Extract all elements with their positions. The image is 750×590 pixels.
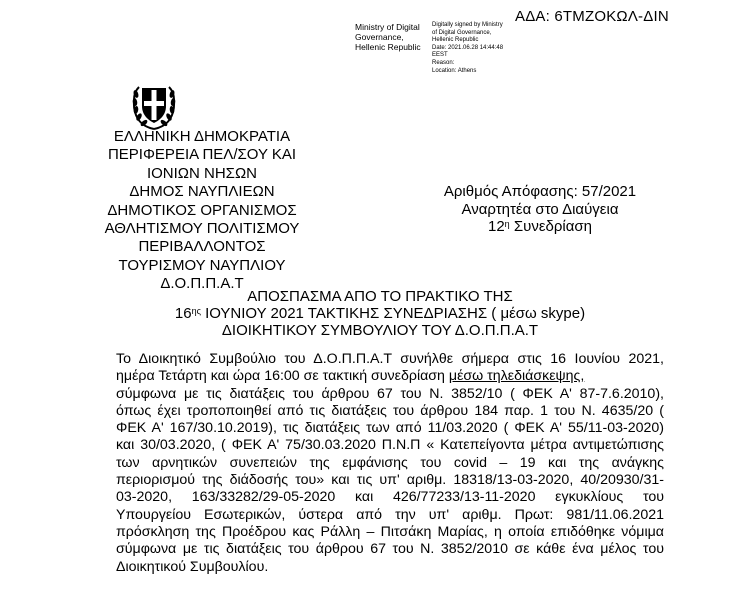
session-ordinal: η [504, 219, 510, 229]
body-text: ημέρα Τετάρτη και ώρα 16:00 σε τακτική συνεδρίαση [116, 368, 449, 385]
signature-detail-line: Reason: [432, 59, 455, 66]
decision-session [440, 218, 640, 236]
org-line: ΙΟΝΙΩΝ ΝΗΣΩΝ [146, 164, 258, 182]
signature-org-line: Governance, [355, 32, 404, 42]
greek-coat-of-arms-icon [131, 82, 177, 132]
org-line: ΔΗΜΟΤΙΚΟΣ ΟΡΓΑΝΙΣΜΟΣ [107, 201, 297, 219]
session-label: Συνεδρίαση [509, 218, 593, 235]
body-line: και 30/03.2020, ( ΦΕΚ Α' 75/30.03.2020 Π.Ν.Π « Κατεπείγοντα μέτρα αντιμετώπισης [116, 437, 664, 454]
signature-org-line: Ministry of Digital [355, 22, 420, 32]
body-line: Διοικητικού Συμβουλίου. [116, 558, 269, 575]
signature-details [432, 22, 542, 75]
body-line: Το Διοικητικό Συμβούλιο του Δ.Ο.Π.Π.Α.Τ συνήλθε σήμερα στις 16 Ιουνίου 2021, [116, 351, 664, 367]
org-line: Δ.Ο.Π.Π.Α.Τ [160, 275, 244, 293]
body-line: όπως έχει τροποποιηθεί από τις διατάξεις του άρθρου 184 παρ. 1 του Ν. 4635/20 ( [116, 402, 664, 419]
body-line: σύμφωνα με τις διατάξεις του άρθρου 67 του Ν. 3852/10 ( ΦΕΚ Α' 87-7.6.2010), [116, 385, 664, 402]
signature-detail-line: of Digital Governance, [432, 29, 492, 36]
session-number: 12 [487, 218, 505, 235]
document-title [130, 288, 630, 339]
org-line: ΠΕΡΙΒΑΛΛΟΝΤΟΣ [138, 238, 266, 256]
org-line: ΕΛΛΗΝΙΚΗ ΔΗΜΟΚΡΑΤΙΑ [113, 128, 291, 145]
signature-detail-line: Location: Athens [432, 67, 477, 74]
body-paragraph [116, 351, 664, 576]
title-line: ΑΠΟΣΠΑΣΜΑ ΑΠΟ ΤΟ ΠΡΑΚΤΙΚΟ ΤΗΣ [247, 288, 513, 305]
organization-block [72, 128, 332, 294]
decision-posting: Αναρτητέα στο Διαύγεια [461, 200, 619, 218]
org-line: ΠΕΡΙΦΕΡΕΙΑ ΠΕΛ/ΣΟΥ ΚΑΙ [107, 146, 297, 164]
decision-number: Αριθμός Απόφασης: 57/2021 [443, 183, 637, 200]
body-line: πρόσκληση της Προέδρου κας Ράλλη – Πιτσάκη Μαρίας, η οποία επιδόθηκε νόμιμα [116, 523, 664, 540]
body-line: σύμφωνα με τις διατάξεις του άρθρου 67 του Ν. 3852/2010 σε κάθε ένα μέλος του [116, 541, 664, 558]
title-session: ΙΟΥΝΙΟΥ 2021 ΤΑΚΤΙΚΗΣ ΣΥΝΕΔΡΙΑΣΗΣ ( μέσω skype) [200, 305, 586, 322]
signature-detail-line: Digitally signed by Ministry [432, 22, 503, 28]
org-line: ΔΗΜΟΣ ΝΑΥΠΛΙΕΩΝ [129, 183, 275, 201]
signature-org-line: Hellenic Republic [355, 42, 421, 52]
title-line [130, 305, 630, 322]
title-day: 16 [174, 305, 192, 322]
ada-code: ΑΔΑ: 6ΤΜΖΟΚΩΛ-ΔΙΝ [515, 8, 669, 25]
org-line: ΤΟΥΡΙΣΜΟΥ ΝΑΥΠΛΙΟΥ [118, 256, 286, 274]
body-underlined-text: μέσω τηλεδιάσκεψης, [448, 368, 585, 385]
body-line: των αρνητικών συνεπειών της εμφάνισης του covid – 19 και της ανάγκης [116, 454, 664, 471]
body-line [116, 368, 664, 385]
body-line: περιορισμού της διάδοσής του» και τις υπ' αριθμ. 18318/13-03-2020, 40/20930/31- [116, 472, 664, 489]
signature-detail-line: Date: 2021.06.28 14:44:48 [432, 44, 504, 51]
body-line: 03-2020, 163/33282/29-05-2020 και 426/77233/13-11-2020 εγκυκλίους του [116, 489, 664, 506]
signature-detail-line: EEST [432, 52, 448, 59]
body-line: ΦΕΚ Α' 167/30.10.2019), τις διατάξεις των από 11/03.2020 ( ΦΕΚ Α' 55/11-03-2020) [116, 420, 664, 437]
decision-block [440, 183, 640, 236]
signature-detail-line: Hellenic Republic [432, 37, 479, 44]
org-line: ΑΘΛΗΤΙΣΜΟΥ ΠΟΛΙΤΙΣΜΟΥ [104, 220, 300, 238]
title-line: ΔΙΟΙΚΗΤΙΚΟΥ ΣΥΜΒΟΥΛΙΟΥ ΤΟΥ Δ.Ο.Π.Π.Α.Τ [221, 322, 539, 339]
body-line: Υπουργείου Εσωτερικών, ύστερα από την υπ' αριθμ. Πρωτ: 981/11.06.2021 [116, 506, 664, 523]
title-day-ordinal: ης [191, 306, 201, 316]
signature-org [355, 22, 425, 52]
